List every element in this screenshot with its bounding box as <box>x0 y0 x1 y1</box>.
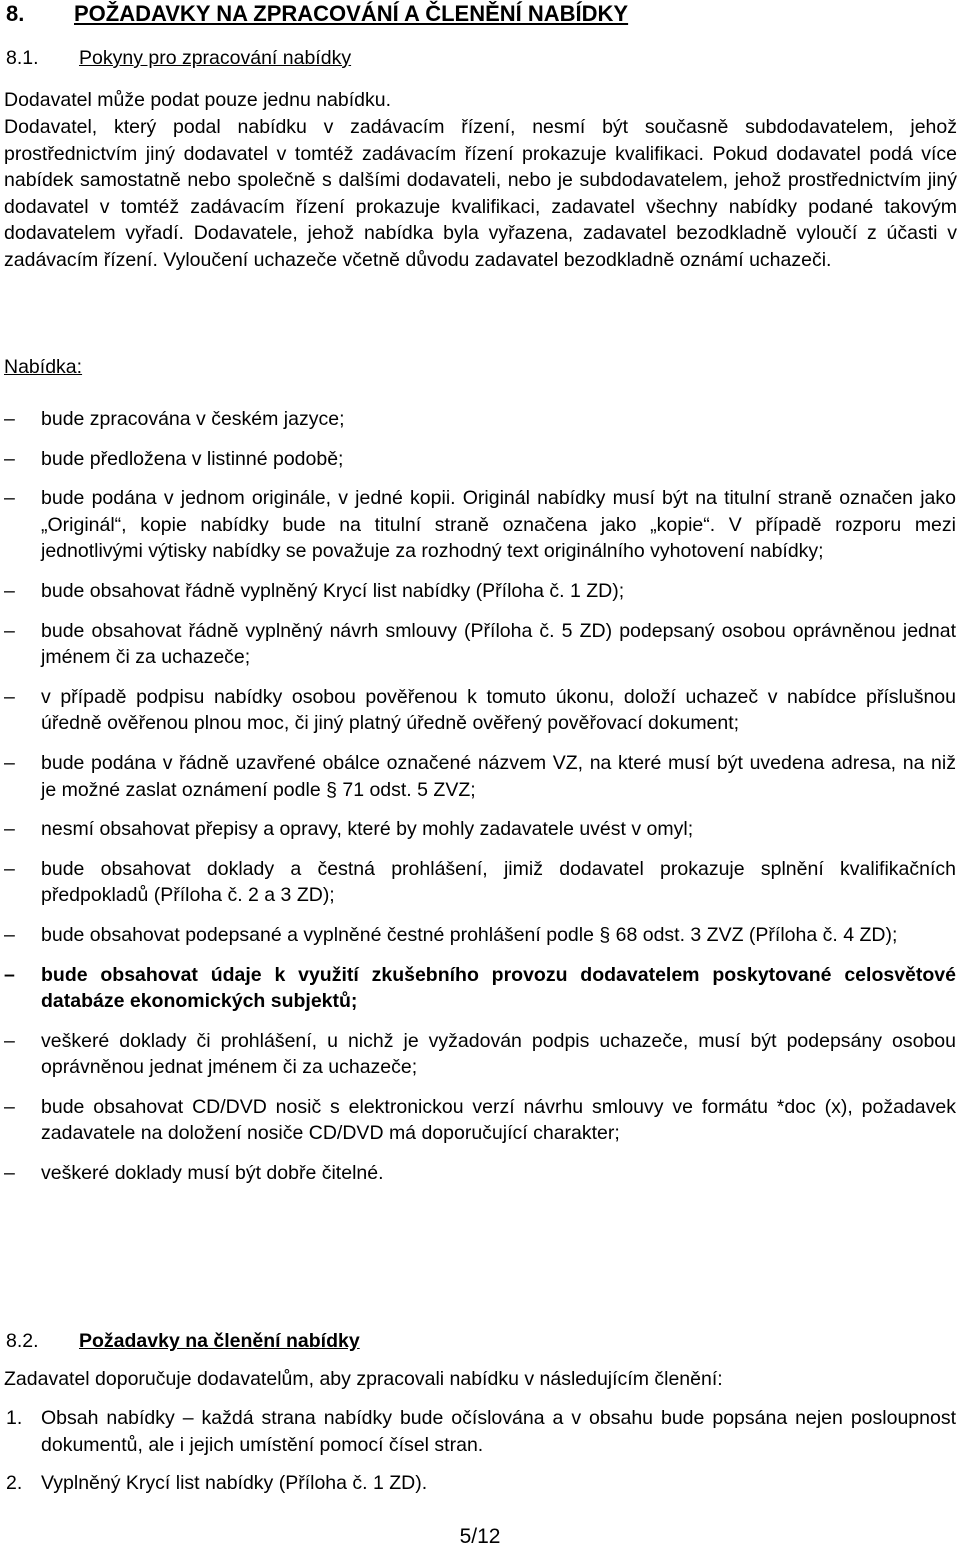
list-item <box>0 485 956 565</box>
list-item <box>0 962 956 1015</box>
page-number: 5/12 <box>459 1525 501 1548</box>
offer-label: Nabídka: <box>4 356 83 378</box>
item-number: 2. <box>6 1472 23 1495</box>
list-item-text: nesmí obsahovat přepisy a opravy, které by mohly zadavatele uvést v omyl; <box>41 818 694 841</box>
section-title: Požadavky na členění nabídky <box>79 1330 360 1352</box>
intro-paragraph: Dodavatel může podat pouze jednu nabídku. <box>4 89 392 111</box>
list-item-text: bude obsahovat CD/DVD nosič s elektronickou verzí návrhu smlouvy ve formátu *doc (x), požadavek zadavatele na doložení nosiče CD/DVD má doporučující charakter; <box>41 1095 956 1145</box>
dash-bullet: – <box>4 447 15 470</box>
list-item <box>0 684 956 737</box>
list-item <box>0 922 956 949</box>
list-item <box>0 578 956 605</box>
list-item-text: veškeré doklady musí být dobře čitelné. <box>41 1162 384 1185</box>
section-heading-8-2 <box>6 1328 360 1354</box>
list-item-text: bude obsahovat řádně vyplněný Krycí list nabídky (Příloha č. 1 ZD); <box>41 579 625 602</box>
numbered-item <box>0 1405 956 1458</box>
offer-requirements-list <box>0 406 960 1200</box>
chapter-number: 8. <box>6 1 25 26</box>
item-text: Obsah nabídky – každá strana nabídky bude očíslována a v obsahu bude popsána nejen posloupnost dokumentů, ale i jejich umístění pomocí čísel stran. <box>41 1407 956 1456</box>
section-number: 8.2. <box>6 1330 39 1352</box>
list-item <box>0 406 956 433</box>
list-item-text: bude předložena v listinné podobě; <box>41 447 344 470</box>
dash-bullet: – <box>4 1162 15 1185</box>
list-item <box>0 1094 956 1147</box>
section-title: Pokyny pro zpracování nabídky <box>79 47 352 69</box>
numbered-item <box>0 1470 956 1497</box>
list-item-text: veškeré doklady či prohlášení, u nichž je vyžadován podpis uchazeče, musí být podepsány osobou oprávněnou jednat jménem či za uchazeče; <box>41 1029 956 1079</box>
dash-bullet: – <box>4 1029 15 1052</box>
exclusion-paragraph: Dodavatel, který podal nabídku v zadávacím řízení, nesmí být současně subdodavatelem, jehož prostřednictvím jiný dodavatel v tomtéž zadávacím řízení prokazuje kvalifikaci. Pokud dodavatel podá více nabídek samostatně nebo společně s dalšími dodavateli, nebo je subdodavatelem, jehož prostřednictvím jiný dodavatel v tomtéž zadávacím řízení prokazuje kvalifikaci, zadavatel všechny nabídky podané takovým dodavatelem vyřadí. Dodavatele, jehož nabídka byla vyřazena, zadavatel bezodkladně vyloučí z účasti v zadávacím řízení. Vyloučení uchazeče včetně důvodu zadavatel bezodkladně oznámí uchazeči. <box>4 116 957 271</box>
list-item <box>0 816 956 843</box>
list-item <box>0 750 956 803</box>
item-number: 1. <box>6 1407 23 1429</box>
list-item <box>0 856 956 909</box>
list-item <box>0 618 956 671</box>
dash-bullet: – <box>4 1095 15 1118</box>
list-item-text: bude obsahovat doklady a čestná prohlášení, jimiž dodavatel prokazuje splnění kvalifikačních předpokladů (Příloha č. 2 a 3 ZD); <box>41 857 956 907</box>
dash-bullet: – <box>4 857 15 880</box>
dash-bullet: – <box>4 619 15 642</box>
list-item-text: v případě podpisu nabídky osobou pověřenou k tomuto úkonu, doloží uchazeč v nabídce příslušnou úředně ověřenou plnou moc, či jiný platný úředně ověřený pověřovací dokument; <box>41 685 956 735</box>
chapter-title: POŽADAVKY NA ZPRACOVÁNÍ A ČLENĚNÍ NABÍDKY <box>74 1 629 26</box>
section-heading-8-1 <box>6 45 351 71</box>
section-number: 8.1. <box>6 47 39 69</box>
dash-bullet: – <box>4 923 15 946</box>
item-text: Vyplněný Krycí list nabídky (Příloha č. 1 ZD). <box>41 1472 428 1495</box>
list-item-text: bude podána v jednom originále, v jedné kopii. Originál nabídky musí být na titulní straně označen jako „Originál“, kopie nabídky bude na titulní straně označena jako „kopie“. V případě rozporu mezi jednotlivými výtisky nabídky se považuje za rozhodný text originálního vyhotovení nabídky; <box>41 487 956 563</box>
dash-bullet: – <box>4 487 15 510</box>
list-item-text: bude obsahovat údaje k využití zkušebního provozu dodavatelem poskytované celosvětové databáze ekonomických subjektů; <box>41 963 956 1013</box>
list-item <box>0 1028 956 1081</box>
dash-bullet: – <box>4 579 15 602</box>
list-item-text: bude obsahovat podepsané a vyplněné čestné prohlášení podle § 68 odst. 3 ZVZ (Příloha č. 4 ZD); <box>41 923 898 946</box>
dash-bullet: – <box>4 751 15 774</box>
chapter-heading <box>6 0 628 28</box>
list-item <box>0 1160 956 1187</box>
structure-intro: Zadavatel doporučuje dodavatelům, aby zpracovali nabídku v následujícím členění: <box>4 1368 723 1390</box>
dash-bullet: – <box>4 408 15 430</box>
list-item <box>0 446 956 473</box>
dash-bullet: – <box>4 685 15 708</box>
list-item-text: bude podána v řádně uzavřené obálce označené názvem VZ, na které musí být uvedena adresa, na niž je možné zaslat oznámení podle § 71 odst. 5 ZVZ; <box>41 751 956 801</box>
dash-bullet: – <box>4 818 15 841</box>
offer-structure-list <box>0 1405 960 1509</box>
list-item-text: bude zpracována v českém jazyce; <box>41 408 345 430</box>
list-item-text: bude obsahovat řádně vyplněný návrh smlouvy (Příloha č. 5 ZD) podepsaný osobou oprávněnou jednat jménem či za uchazeče; <box>41 619 956 669</box>
dash-bullet: – <box>4 963 15 986</box>
